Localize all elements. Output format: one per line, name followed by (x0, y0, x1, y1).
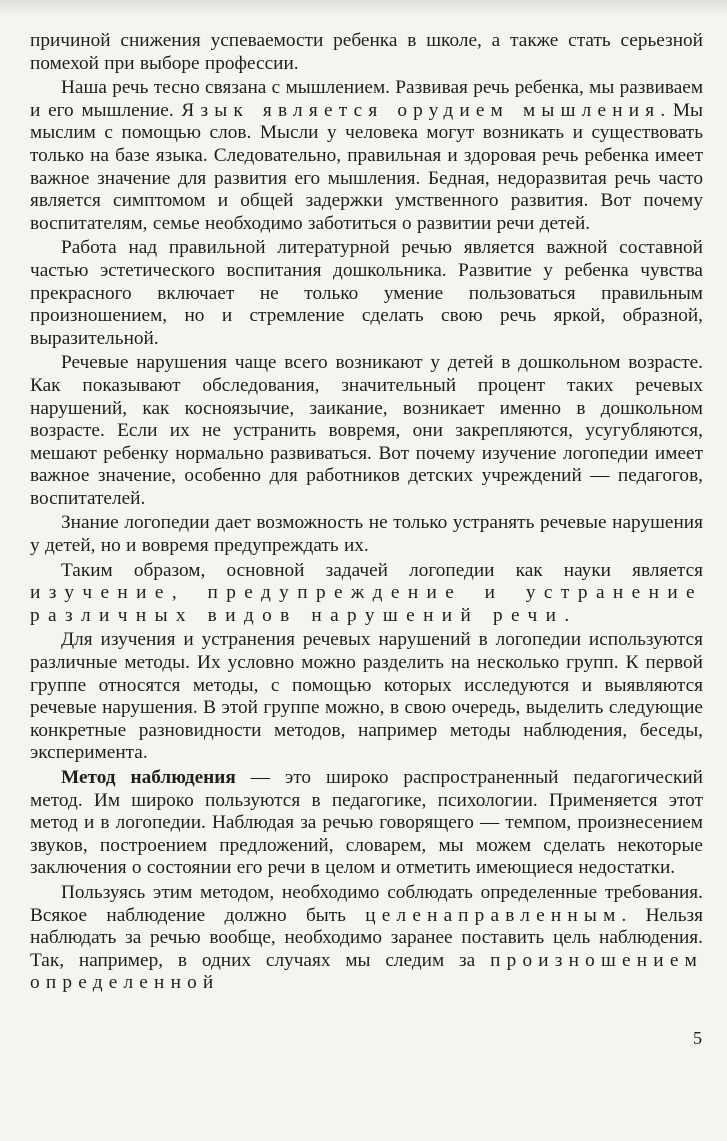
paragraph (30, 629, 703, 765)
spaced-emphasis: Язык является орудием мышления (181, 99, 661, 121)
spaced-emphasis: целенаправленным (365, 904, 622, 926)
bold-term: Метод наблюдения (61, 767, 236, 788)
text-run: Наша речь тесно связана с мышлением. Развивая речь ребенка, мы развиваем и его мышление. (30, 77, 704, 121)
paragraph (30, 882, 703, 995)
page-number: 5 (693, 1028, 702, 1048)
spaced-emphasis: произношением определенной (30, 949, 703, 994)
page-text-body (30, 30, 703, 995)
text-run: . (564, 604, 570, 626)
text-run: Пользуясь этим методом, необходимо соблюдать определенные требования. Всякое наблюдение должно быть (30, 881, 703, 926)
paragraph (30, 767, 703, 880)
paragraph (30, 512, 703, 557)
text-run: — это широко распространенный педагогический метод. Им широко пользуются в педагогике, психологии. Применяется этот метод и в логопедии. Наблюдая за речью говорящего — темпом, произнесением звуков, построением предложений, словарем, мы можем сделать некоторые заключения о состоянии его речи в целом и отметить имеющиеся недостатки. (30, 767, 703, 879)
text-run: Речевые нарушения чаще всего возникают у детей в дошкольном возрасте. Как показывают обследования, значительный процент таких речевых нарушений, как косноязычие, заикание, возникает именно в дошкольном возрасте. Если их не устранить вовремя, они закрепляются, усугубляются, мешают ребенку нормально развиваться. Вот почему изучение логопедии имеет важное значение, особенно для работников детских учреждений — педагогов, воспитателей. (30, 352, 703, 509)
paragraph (30, 352, 703, 510)
text-run: Для изучения и устранения речевых нарушений в логопедии используются различные методы. Их условно можно разделить на несколько групп. К первой группе относятся методы, с помощью которых исследуются и выявляются речевые нарушения. В этой группе можно, в свою очередь, выделить следующие конкретные разновидности методов, например методы наблюдения, беседы, эксперимента. (30, 629, 703, 764)
paragraph (30, 77, 703, 235)
text-run: . Нельзя наблюдать за речью вообще, необходимо заранее поставить цель наблюдения. Так, например, в одних случаях мы следим за (30, 904, 703, 971)
text-run: Таким образом, основной задачей логопедии как науки является (61, 559, 703, 581)
text-run: Знание логопедии дает возможность не только устранять речевые нарушения у детей, но и вовремя предупреждать их. (30, 512, 703, 557)
text-run: . Мы мыслим с помощью слов. Мысли у человека могут возникать и существовать только на базе языка. Следовательно, правильная и здоровая речь ребенка имеет важное значение для развития его мышления. Бедная, недоразвитая речь часто является симптомом и общей задержки умственного развития. Вот почему воспитателям, семье необходимо заботиться о развитии речи детей. (30, 99, 703, 234)
spaced-emphasis: изучение, предупреждение и устранение различных видов нарушений речи (30, 582, 703, 626)
paragraph (30, 560, 703, 628)
text-run: причиной снижения успеваемости ребенка в школе, а также стать серьезной помехой при выборе профессии. (30, 30, 703, 74)
text-run: Работа над правильной литературной речью является важной составной частью эстетического воспитания дошкольника. Развитие у ребенка чувства прекрасного включает не только умение пользоваться правильным произношением, но и стремление сделать свою речь яркой, образной, выразительной. (30, 237, 703, 349)
paragraph (30, 30, 703, 75)
paragraph (30, 237, 703, 350)
